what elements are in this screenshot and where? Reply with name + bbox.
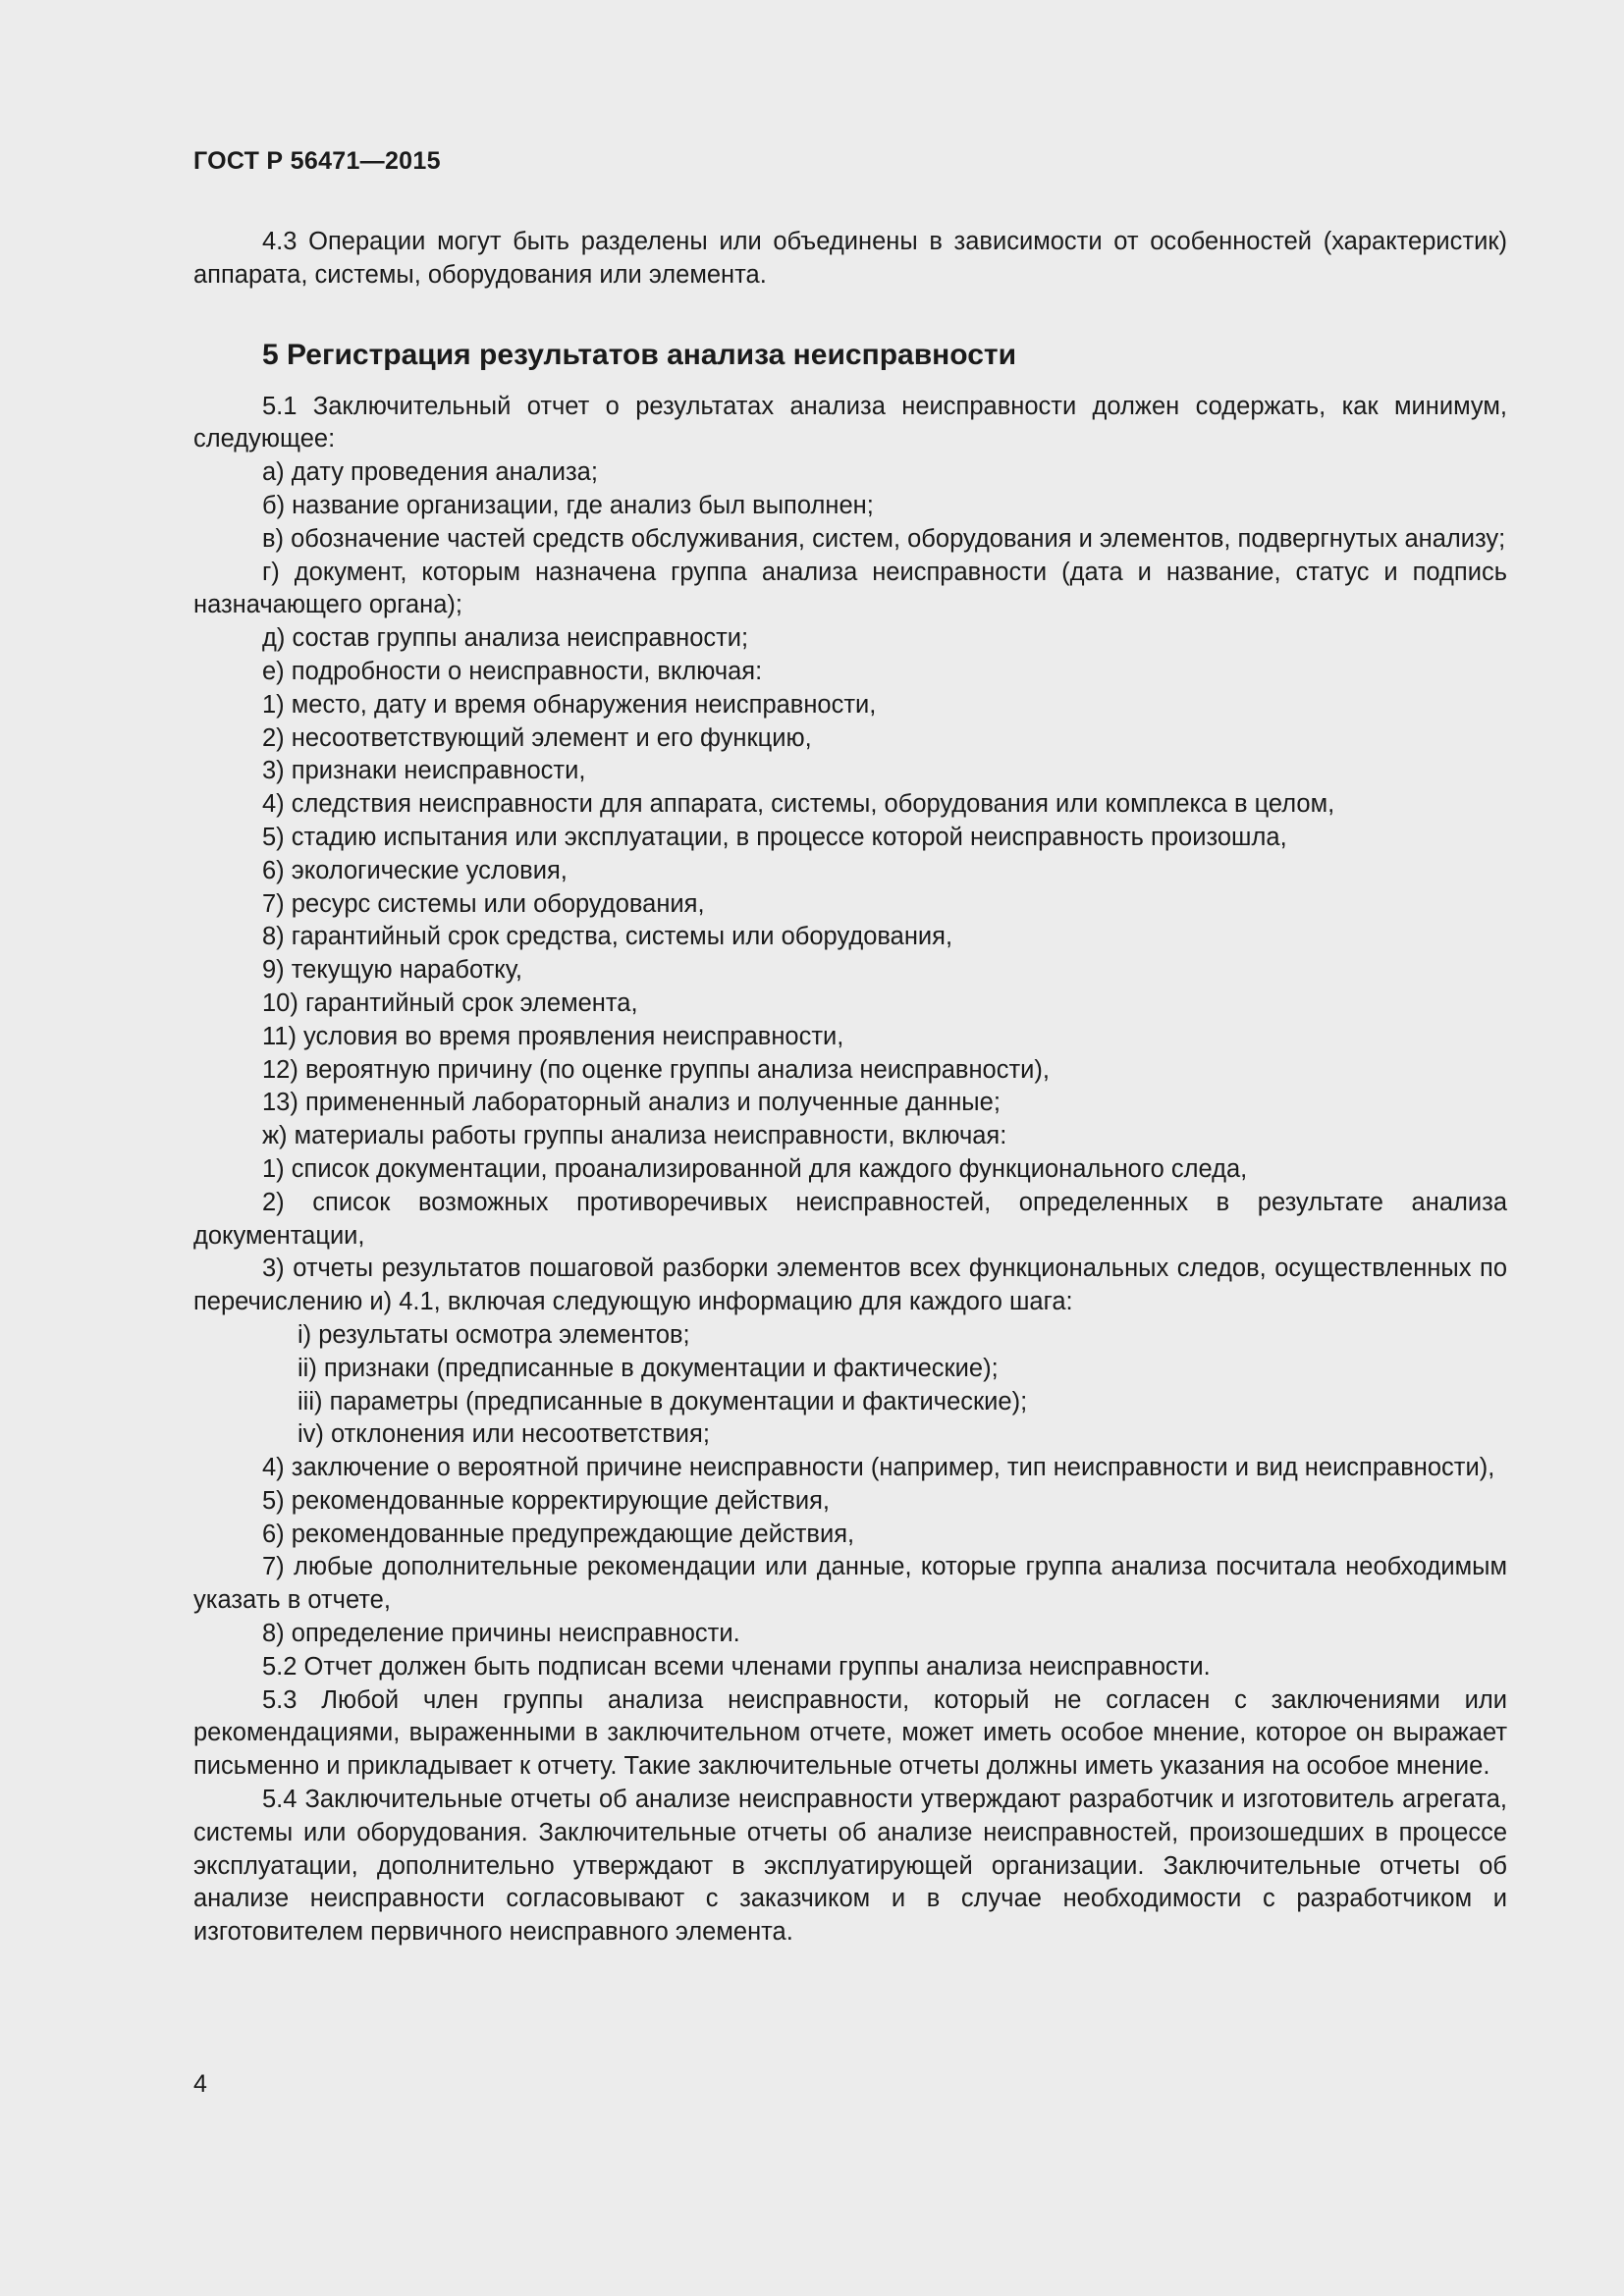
list-item-e: е) подробности о неисправности, включая: bbox=[262, 657, 763, 685]
list-item-e-12: 12) вероятную причину (по оценке группы анализа неисправности), bbox=[262, 1055, 1050, 1084]
list-item-zh-5: 5) рекомендованные корректирующие действия, bbox=[262, 1486, 831, 1515]
list-item-e-8: 8) гарантийный срок средства, системы или оборудования, bbox=[262, 923, 953, 951]
paragraph-4-3: 4.3 Операции могут быть разделены или объединены в зависимости от особенностей (характеристик) аппарата, системы, оборудования или элемента. bbox=[193, 228, 1507, 289]
list-item-e-9: 9) текущую наработку, bbox=[262, 956, 523, 985]
list-item-e-6: 6) экологические условия, bbox=[262, 856, 568, 884]
paragraph-5-1: 5.1 Заключительный отчет о результатах анализа неисправности должен содержать, как минимум, следующее: bbox=[193, 392, 1507, 454]
list-item-zh-2: 2) список возможных противоречивых неисправностей, определенных в результате анализа документации, bbox=[193, 1188, 1507, 1250]
list-item-e-4: 4) следствия неисправности для аппарата, системы, оборудования или комплекса в целом, bbox=[262, 790, 1335, 819]
list-item-v: в) обозначение частей средств обслуживания, систем, оборудования и элементов, подвергнутых анализу; bbox=[262, 524, 1506, 553]
paragraph-5-2: 5.2 Отчет должен быть подписан всеми членами группы анализа неисправности. bbox=[262, 1652, 1211, 1681]
list-item-e-3: 3) признаки неисправности, bbox=[262, 757, 586, 785]
list-item-e-2: 2) несоответствующий элемент и его функцию, bbox=[262, 723, 812, 752]
list-item-zh-6: 6) рекомендованные предупреждающие действия, bbox=[262, 1520, 855, 1548]
list-item-zh-3: 3) отчеты результатов пошаговой разборки элементов всех функциональных следов, осуществленных по перечислению и) 4.1, включая следующую информацию для каждого шага: bbox=[193, 1255, 1507, 1316]
list-item-e-5: 5) стадию испытания или эксплуатации, в процессе которой неисправность произошла, bbox=[262, 823, 1287, 851]
document-header: ГОСТ Р 56471—2015 bbox=[193, 147, 441, 175]
list-item-zh-3-i: i) результаты осмотра элементов; bbox=[298, 1320, 690, 1349]
list-item-g: г) документ, которым назначена группа анализа неисправности (дата и название, статус и подпись назначающего органа); bbox=[193, 558, 1507, 619]
list-item-zh: ж) материалы работы группы анализа неисправности, включая: bbox=[262, 1122, 1007, 1150]
page-number: 4 bbox=[193, 2070, 207, 2098]
list-item-e-11: 11) условия во время проявления неисправности, bbox=[262, 1022, 844, 1050]
list-item-d: д) состав группы анализа неисправности; bbox=[262, 624, 749, 653]
list-item-zh-1: 1) список документации, проанализированной для каждого функционального следа, bbox=[262, 1154, 1248, 1183]
list-item-zh-3-ii: ii) признаки (предписанные в документации и фактические); bbox=[298, 1354, 999, 1382]
document-body bbox=[193, 226, 1507, 1949]
list-item-e-10: 10) гарантийный срок элемента, bbox=[262, 988, 638, 1017]
list-item-a: а) дату проведения анализа; bbox=[262, 458, 598, 487]
list-item-zh-3-iv: iv) отклонения или несоответствия; bbox=[298, 1420, 710, 1449]
list-item-zh-3-iii: iii) параметры (предписанные в документации и фактические); bbox=[298, 1387, 1028, 1415]
list-item-zh-7: 7) любые дополнительные рекомендации или данные, которые группа анализа посчитала необходимым указать в отчете, bbox=[193, 1553, 1507, 1615]
section-title: 5 Регистрация результатов анализа неисправности bbox=[262, 338, 1017, 371]
list-item-b: б) название организации, где анализ был выполнен; bbox=[262, 491, 874, 519]
list-item-e-13: 13) примененный лабораторный анализ и полученные данные; bbox=[262, 1089, 1001, 1117]
list-item-zh-8: 8) определение причины неисправности. bbox=[262, 1620, 740, 1648]
paragraph-5-3: 5.3 Любой член группы анализа неисправности, который не согласен с заключениями или рекомендациями, выраженными в заключительном отчете, может иметь особое мнение, которое он выражает письменно и прикладывает к отчету. Такие заключительные отчеты должны иметь указания на особое мнение. bbox=[193, 1685, 1507, 1781]
list-item-e-1: 1) место, дату и время обнаружения неисправности, bbox=[262, 690, 877, 719]
paragraph-5-4: 5.4 Заключительные отчеты об анализе неисправности утверждают разработчик и изготовитель агрегата, системы или оборудования. Заключительные отчеты об анализе неисправностей, произошедших в процессе эксплуатации, дополнительно утверждают в эксплуатирующей организации. Заключительные отчеты об анализе неисправности согласовывают с заказчиком и в случае необходимости с разработчиком и изготовителем первичного неисправного элемента. bbox=[193, 1786, 1507, 1947]
list-item-zh-4: 4) заключение о вероятной причине неисправности (например, тип неисправности и вид неисправности), bbox=[262, 1454, 1495, 1482]
list-item-e-7: 7) ресурс системы или оборудования, bbox=[262, 889, 705, 918]
